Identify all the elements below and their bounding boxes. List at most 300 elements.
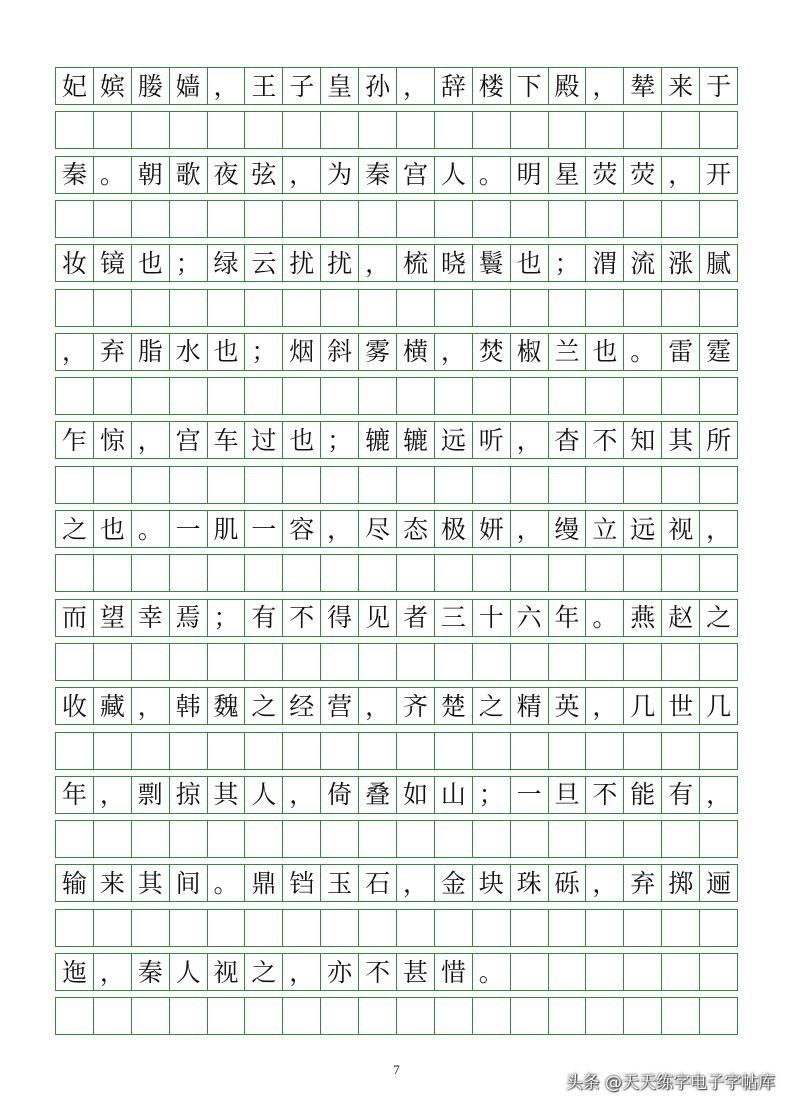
grid-cell-empty	[586, 644, 624, 680]
grid-cell-char: ；	[549, 245, 587, 281]
grid-cell-empty	[586, 467, 624, 503]
grid-cell-char: ，	[94, 954, 132, 990]
grid-cell-empty	[700, 290, 737, 326]
grid-cell-char: 见	[359, 600, 397, 636]
grid-cell-char: 烟	[283, 334, 321, 370]
grid-cell-char: 鼎	[245, 865, 283, 901]
grid-cell-empty	[94, 998, 132, 1034]
grid-cell-empty	[321, 733, 359, 769]
text-row	[55, 510, 738, 548]
grid-cell-empty	[208, 467, 246, 503]
grid-cell-char: 得	[321, 600, 359, 636]
grid-cell-char: 不	[586, 422, 624, 458]
grid-cell-empty	[359, 112, 397, 148]
grid-cell-char: 涨	[662, 245, 700, 281]
grid-cell-empty	[435, 112, 473, 148]
grid-cell-empty	[624, 644, 662, 680]
grid-cell-empty	[624, 733, 662, 769]
watermark-text: 头条 @天天练字电子字帖库	[565, 1073, 775, 1093]
grid-cell-char: 人	[170, 954, 208, 990]
grid-cell-empty	[321, 910, 359, 946]
grid-cell-empty	[397, 910, 435, 946]
grid-cell-char: 也	[94, 511, 132, 547]
blank-row	[55, 909, 738, 947]
grid-cell-empty	[245, 555, 283, 591]
grid-cell-empty	[435, 290, 473, 326]
grid-cell-char: 幸	[132, 600, 170, 636]
grid-cell-empty	[283, 201, 321, 237]
grid-cell-char: 歌	[170, 157, 208, 193]
grid-cell-char: ，	[397, 68, 435, 104]
grid-cell-empty	[56, 910, 94, 946]
grid-cell-char: 为	[321, 157, 359, 193]
grid-cell-empty	[700, 910, 737, 946]
grid-cell-char: 鬟	[473, 245, 511, 281]
text-row	[55, 421, 738, 459]
grid-cell-empty	[170, 644, 208, 680]
grid-cell-empty	[56, 821, 94, 857]
grid-cell-char: 立	[586, 511, 624, 547]
grid-cell-char: 听	[473, 422, 511, 458]
grid-cell-char: 脂	[132, 334, 170, 370]
grid-cell-empty	[245, 821, 283, 857]
grid-cell-char: 镜	[94, 245, 132, 281]
grid-cell-empty	[359, 555, 397, 591]
grid-cell-empty	[397, 733, 435, 769]
grid-cell-empty	[245, 644, 283, 680]
grid-cell-char: 乍	[56, 422, 94, 458]
grid-cell-char: 三	[435, 600, 473, 636]
grid-cell-empty	[586, 555, 624, 591]
grid-cell-char: 年	[549, 600, 587, 636]
grid-cell-char: 渭	[586, 245, 624, 281]
grid-cell-empty	[208, 998, 246, 1034]
grid-cell-char: 世	[662, 688, 700, 724]
grid-cell-empty	[245, 201, 283, 237]
grid-cell-char: 云	[245, 245, 283, 281]
grid-cell-empty	[435, 555, 473, 591]
grid-cell-empty	[245, 378, 283, 414]
grid-cell-char: 妆	[56, 245, 94, 281]
grid-cell-char: 辞	[435, 68, 473, 104]
grid-cell-char: 有	[662, 777, 700, 813]
grid-cell-char: 肌	[208, 511, 246, 547]
grid-cell-char: 叠	[359, 777, 397, 813]
grid-cell-char: 。	[208, 865, 246, 901]
grid-cell-empty	[56, 733, 94, 769]
grid-cell-char: 块	[473, 865, 511, 901]
grid-cell-char: 铛	[283, 865, 321, 901]
grid-cell-empty	[435, 733, 473, 769]
grid-cell-empty	[624, 998, 662, 1034]
grid-cell-char: 砾	[549, 865, 587, 901]
grid-cell-empty	[321, 378, 359, 414]
grid-cell-empty	[397, 998, 435, 1034]
grid-cell-char: 金	[435, 865, 473, 901]
grid-cell-char: 其	[132, 865, 170, 901]
grid-cell-char: 。	[473, 954, 511, 990]
grid-cell-char: 来	[662, 68, 700, 104]
page-number: 7	[393, 1062, 400, 1077]
grid-cell-char: 玉	[321, 865, 359, 901]
grid-cell-char: 惊	[94, 422, 132, 458]
grid-cell-char: 之	[56, 511, 94, 547]
grid-cell-empty	[511, 910, 549, 946]
grid-cell-empty	[511, 201, 549, 237]
grid-cell-empty	[397, 290, 435, 326]
grid-cell-empty	[397, 378, 435, 414]
grid-cell-empty	[94, 821, 132, 857]
grid-cell-char: 一	[511, 777, 549, 813]
grid-cell-char: 焉	[170, 600, 208, 636]
grid-cell-empty	[624, 290, 662, 326]
grid-cell-empty	[56, 998, 94, 1034]
grid-cell-char: 流	[624, 245, 662, 281]
grid-cell-empty	[700, 555, 737, 591]
grid-cell-empty	[511, 467, 549, 503]
text-row	[55, 333, 738, 371]
grid-cell-char: 剽	[132, 777, 170, 813]
text-row	[55, 156, 738, 194]
grid-cell-char: 弃	[624, 865, 662, 901]
grid-cell-char: 孙	[359, 68, 397, 104]
grid-cell-empty	[283, 467, 321, 503]
grid-cell-empty	[586, 112, 624, 148]
grid-cell-char: 媵	[132, 68, 170, 104]
grid-cell-empty	[170, 201, 208, 237]
grid-cell-char: 所	[706, 425, 732, 455]
grid-cell-empty	[511, 378, 549, 414]
grid-cell-char: 极	[435, 511, 473, 547]
grid-cell-empty	[321, 555, 359, 591]
grid-cell-empty	[208, 910, 246, 946]
grid-cell-empty	[132, 201, 170, 237]
grid-cell-char: 赵	[662, 600, 700, 636]
grid-cell-empty	[397, 112, 435, 148]
grid-cell-char: 几	[624, 688, 662, 724]
grid-cell-char: 。	[94, 157, 132, 193]
grid-cell-char: ，	[586, 688, 624, 724]
grid-cell-empty	[624, 910, 662, 946]
blank-row	[55, 997, 738, 1035]
grid-cell-char: 齐	[397, 688, 435, 724]
grid-cell-char: ，	[56, 334, 94, 370]
grid-cell-empty	[662, 998, 700, 1034]
grid-cell-char: 者	[397, 600, 435, 636]
grid-cell-char: 明	[511, 157, 549, 193]
grid-cell-char: 不	[359, 954, 397, 990]
grid-cell-empty	[397, 201, 435, 237]
grid-cell-empty	[321, 201, 359, 237]
grid-cell-char: 之	[706, 603, 732, 633]
grid-cell-empty	[94, 201, 132, 237]
grid-cell-empty	[397, 821, 435, 857]
grid-cell-char: ，	[706, 780, 732, 810]
grid-cell-empty	[624, 201, 662, 237]
grid-cell-empty	[700, 378, 737, 414]
grid-cell-char: 石	[359, 865, 397, 901]
grid-cell-empty	[170, 290, 208, 326]
grid-cell-empty	[624, 555, 662, 591]
text-row	[55, 864, 738, 902]
grid-cell-char: ，	[359, 688, 397, 724]
grid-cell-empty	[397, 467, 435, 503]
grid-cell-char: 楚	[435, 688, 473, 724]
grid-cell-char: 珠	[511, 865, 549, 901]
grid-cell-empty	[700, 201, 737, 237]
grid-cell-char: 收	[56, 688, 94, 724]
grid-cell-empty	[473, 998, 511, 1034]
grid-cell-char: 雷	[662, 334, 700, 370]
grid-cell-char: 如	[397, 777, 435, 813]
grid-cell-char: ，	[283, 157, 321, 193]
grid-cell-empty	[511, 733, 549, 769]
grid-cell-empty	[662, 201, 700, 237]
grid-cell-empty	[473, 290, 511, 326]
grid-cell-empty	[94, 733, 132, 769]
grid-cell-char: ，	[511, 511, 549, 547]
grid-cell-empty	[283, 733, 321, 769]
grid-cell-char: 不	[283, 600, 321, 636]
grid-cell-char: 韩	[170, 688, 208, 724]
grid-cell-empty	[473, 112, 511, 148]
grid-cell-empty	[170, 998, 208, 1034]
grid-cell-empty	[435, 644, 473, 680]
grid-cell-empty	[245, 112, 283, 148]
grid-cell-char: 殿	[549, 68, 587, 104]
grid-cell-char: 扰	[321, 245, 359, 281]
grid-cell-char: 荧	[586, 157, 624, 193]
grid-cell-char: 间	[170, 865, 208, 901]
grid-cell-empty	[662, 555, 700, 591]
grid-cell-char: 霆	[706, 337, 732, 367]
grid-cell-char: 水	[170, 334, 208, 370]
grid-cell-empty	[283, 644, 321, 680]
grid-cell-char: 藏	[94, 688, 132, 724]
grid-cell-empty	[245, 910, 283, 946]
grid-cell-char: 甚	[397, 954, 435, 990]
grid-cell-char: 容	[283, 511, 321, 547]
grid-cell-char: ，	[511, 422, 549, 458]
grid-cell-empty	[359, 998, 397, 1034]
grid-cell-char: 而	[56, 600, 94, 636]
grid-cell-char: 也	[511, 245, 549, 281]
grid-cell-empty	[56, 290, 94, 326]
grid-cell-empty	[170, 555, 208, 591]
grid-cell-char: 人	[435, 157, 473, 193]
text-row	[55, 67, 738, 105]
grid-cell-char: 山	[435, 777, 473, 813]
grid-cell-char: 过	[245, 422, 283, 458]
grid-cell-empty	[549, 644, 587, 680]
grid-cell-char: 亦	[321, 954, 359, 990]
grid-cell-char: 嫔	[94, 68, 132, 104]
grid-cell-empty	[94, 555, 132, 591]
grid-cell-empty	[700, 954, 737, 990]
grid-cell-char: 绿	[208, 245, 246, 281]
grid-cell-empty	[662, 467, 700, 503]
grid-cell-empty	[56, 467, 94, 503]
grid-cell-empty	[208, 378, 246, 414]
grid-cell-char: 之	[473, 688, 511, 724]
grid-cell-empty	[170, 112, 208, 148]
grid-cell-char: 也	[208, 334, 246, 370]
grid-cell-char: 来	[94, 865, 132, 901]
grid-cell-char: 远	[624, 511, 662, 547]
grid-cell-char: 望	[94, 600, 132, 636]
blank-row	[55, 820, 738, 858]
grid-cell-empty	[170, 910, 208, 946]
grid-cell-char: 年	[56, 777, 94, 813]
grid-cell-empty	[132, 910, 170, 946]
grid-cell-empty	[586, 290, 624, 326]
grid-cell-empty	[170, 378, 208, 414]
grid-cell-empty	[359, 467, 397, 503]
grid-cell-empty	[321, 821, 359, 857]
grid-cell-empty	[359, 378, 397, 414]
grid-cell-empty	[359, 733, 397, 769]
grid-cell-empty	[359, 821, 397, 857]
grid-cell-char: 远	[435, 422, 473, 458]
grid-cell-char: ，	[283, 777, 321, 813]
grid-cell-char: 秦	[132, 954, 170, 990]
grid-cell-char: 旦	[549, 777, 587, 813]
grid-cell-empty	[624, 821, 662, 857]
grid-cell-char: 车	[208, 422, 246, 458]
grid-cell-char: 六	[511, 600, 549, 636]
grid-cell-char: 尽	[359, 511, 397, 547]
grid-cell-char: ，	[94, 777, 132, 813]
grid-cell-char: 营	[321, 688, 359, 724]
grid-cell-char: 倚	[321, 777, 359, 813]
grid-cell-char: 辘	[397, 422, 435, 458]
grid-cell-char: 于	[706, 71, 732, 101]
grid-cell-char: 宫	[397, 157, 435, 193]
grid-cell-empty	[170, 821, 208, 857]
grid-cell-empty	[283, 378, 321, 414]
grid-cell-char: 弦	[245, 157, 283, 193]
grid-cell-empty	[397, 644, 435, 680]
grid-cell-char: 惜	[435, 954, 473, 990]
grid-cell-char: 焚	[473, 334, 511, 370]
grid-cell-empty	[435, 201, 473, 237]
grid-cell-empty	[662, 733, 700, 769]
grid-cell-empty	[321, 467, 359, 503]
grid-cell-empty	[359, 644, 397, 680]
grid-cell-empty	[94, 467, 132, 503]
grid-cell-empty	[132, 998, 170, 1034]
grid-cell-empty	[700, 467, 737, 503]
grid-cell-char: ；	[473, 777, 511, 813]
grid-cell-char: 楼	[473, 68, 511, 104]
grid-cell-empty	[473, 201, 511, 237]
grid-cell-char: 杳	[549, 422, 587, 458]
grid-cell-empty	[359, 910, 397, 946]
grid-cell-empty	[662, 290, 700, 326]
grid-cell-empty	[586, 378, 624, 414]
grid-cell-empty	[435, 910, 473, 946]
grid-cell-char: 兰	[549, 334, 587, 370]
grid-cell-char: 皇	[321, 68, 359, 104]
grid-cell-empty	[624, 112, 662, 148]
grid-cell-char: 经	[283, 688, 321, 724]
grid-cell-empty	[208, 644, 246, 680]
grid-cell-char: ，	[283, 954, 321, 990]
text-row	[55, 776, 738, 814]
grid-cell-empty	[321, 644, 359, 680]
grid-cell-char: 输	[56, 865, 94, 901]
grid-cell-empty	[549, 998, 587, 1034]
grid-cell-empty	[283, 910, 321, 946]
grid-cell-empty	[208, 201, 246, 237]
grid-cell-empty	[549, 378, 587, 414]
grid-cell-empty	[170, 733, 208, 769]
blank-row	[55, 111, 738, 149]
text-row	[55, 687, 738, 725]
grid-cell-char: 。	[624, 334, 662, 370]
grid-cell-char: 朝	[132, 157, 170, 193]
grid-cell-char: 魏	[208, 688, 246, 724]
grid-cell-empty	[473, 733, 511, 769]
grid-cell-empty	[511, 644, 549, 680]
grid-cell-empty	[662, 112, 700, 148]
grid-cell-char: ，	[321, 511, 359, 547]
grid-cell-empty	[473, 555, 511, 591]
grid-cell-empty	[662, 910, 700, 946]
grid-cell-empty	[511, 290, 549, 326]
grid-cell-empty	[700, 112, 737, 148]
grid-cell-char: 梳	[397, 245, 435, 281]
grid-cell-empty	[586, 998, 624, 1034]
grid-cell-empty	[94, 644, 132, 680]
grid-cell-empty	[132, 378, 170, 414]
grid-cell-char: 其	[208, 777, 246, 813]
grid-cell-empty	[283, 112, 321, 148]
grid-cell-empty	[586, 201, 624, 237]
grid-cell-char: 之	[245, 954, 283, 990]
grid-cell-empty	[283, 555, 321, 591]
grid-cell-char: 也	[283, 422, 321, 458]
grid-cell-empty	[132, 555, 170, 591]
grid-cell-char: 知	[624, 422, 662, 458]
grid-cell-char: 晓	[435, 245, 473, 281]
grid-cell-empty	[208, 112, 246, 148]
blank-row	[55, 643, 738, 681]
grid-cell-char: 辘	[359, 422, 397, 458]
grid-cell-char: ，	[397, 865, 435, 901]
grid-cell-empty	[662, 954, 700, 990]
grid-cell-empty	[549, 821, 587, 857]
grid-cell-char: 。	[586, 600, 624, 636]
grid-cell-char: 缦	[549, 511, 587, 547]
grid-cell-empty	[473, 644, 511, 680]
grid-cell-empty	[283, 821, 321, 857]
grid-cell-empty	[208, 821, 246, 857]
grid-cell-char: 下	[511, 68, 549, 104]
grid-cell-empty	[586, 733, 624, 769]
grid-cell-empty	[208, 555, 246, 591]
grid-cell-empty	[283, 998, 321, 1034]
grid-cell-char: 斜	[321, 334, 359, 370]
grid-cell-empty	[511, 821, 549, 857]
grid-cell-char: ，	[435, 334, 473, 370]
grid-cell-empty	[132, 112, 170, 148]
grid-cell-empty	[549, 555, 587, 591]
grid-cell-char: 。	[132, 511, 170, 547]
grid-cell-empty	[624, 467, 662, 503]
blank-row	[55, 200, 738, 238]
text-row	[55, 599, 738, 637]
